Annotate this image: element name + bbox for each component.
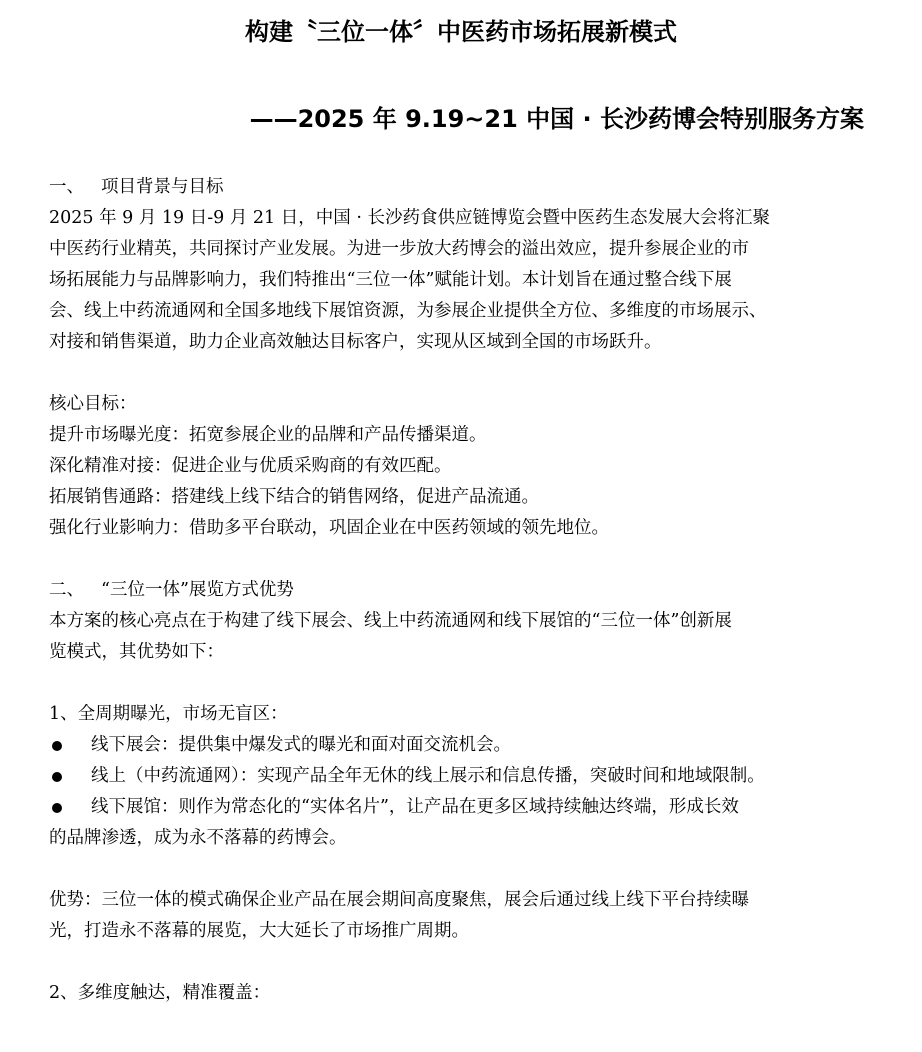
section-1-line: 2025 年 9 月 19 日-9 月 21 日，中国 · 长沙药食供应链博览会暨中医药生态发展大会将汇聚: [49, 208, 770, 228]
point-2-heading: 2、多维度触达，精准覆盖：: [49, 983, 271, 1003]
goals-label: 核心目标：: [49, 394, 137, 414]
bullet-dot-icon: [49, 792, 91, 823]
bullet-item: 线下展会：提供集中爆发式的曝光和面对面交流机会。: [49, 730, 869, 761]
section-2-line: 本方案的核心亮点在于构建了线下展会、线上中药流通网和线下展馆的“三位一体”创新展: [49, 611, 732, 631]
bullet-dot-icon: [49, 730, 91, 761]
bullet-continuation: 的品牌渗透，成为永不落幕的药博会。: [49, 828, 347, 848]
point-1-heading: 1、全周期曝光，市场无盲区：: [49, 704, 288, 724]
section-1-number: 一、: [49, 177, 84, 197]
section-1-title: 项目背景与目标: [101, 177, 224, 197]
goal-item: 拓展销售通路：搭建线上线下结合的销售网络，促进产品流通。: [49, 487, 539, 507]
advantage-line: 优势：三位一体的模式确保企业产品在展会期间高度聚焦，展会后通过线上线下平台持续曝: [49, 890, 749, 910]
advantage-line: 光，打造永不落幕的展览，大大延长了市场推广周期。: [49, 921, 469, 941]
goal-item: 深化精准对接：促进企业与优质采购商的有效匹配。: [49, 456, 452, 476]
document-body: [49, 172, 869, 1009]
section-1-line: 场拓展能力与品牌影响力，我们特推出“三位一体”赋能计划。本计划旨在通过整合线下展: [49, 270, 732, 290]
document-title: 构建〝三位一体〞中医药市场拓展新模式: [245, 18, 677, 46]
section-2-title: “三位一体”展览方式优势: [101, 580, 294, 600]
document-subtitle: ——2025 年 9.19~21 中国 · 长沙药博会特别服务方案: [249, 105, 864, 133]
section-1-line: 会、线上中药流通网和全国多地线下展馆资源，为参展企业提供全方位、多维度的市场展示、: [49, 301, 767, 321]
section-1-line: 中医药行业精英，共同探讨产业发展。为进一步放大药博会的溢出效应，提升参展企业的市: [49, 239, 749, 259]
goal-item: 强化行业影响力：借助多平台联动，巩固企业在中医药领域的领先地位。: [49, 518, 609, 538]
bullet-item: 线上（中药流通网）：实现产品全年无休的线上展示和信息传播，突破时间和地域限制。: [49, 761, 869, 792]
section-1-line: 对接和销售渠道，助力企业高效触达目标客户，实现从区域到全国的市场跃升。: [49, 332, 662, 352]
goal-item: 提升市场曝光度：拓宽参展企业的品牌和产品传播渠道。: [49, 425, 487, 445]
section-2-heading: [49, 575, 869, 606]
section-1-heading: [49, 172, 869, 203]
bullet-item: 线下展馆：则作为常态化的“实体名片”，让产品在更多区域持续触达终端，形成长效: [49, 792, 869, 823]
section-2-line: 览模式，其优势如下：: [49, 642, 224, 662]
section-2-number: 二、: [49, 580, 84, 600]
bullet-dot-icon: [49, 761, 91, 792]
